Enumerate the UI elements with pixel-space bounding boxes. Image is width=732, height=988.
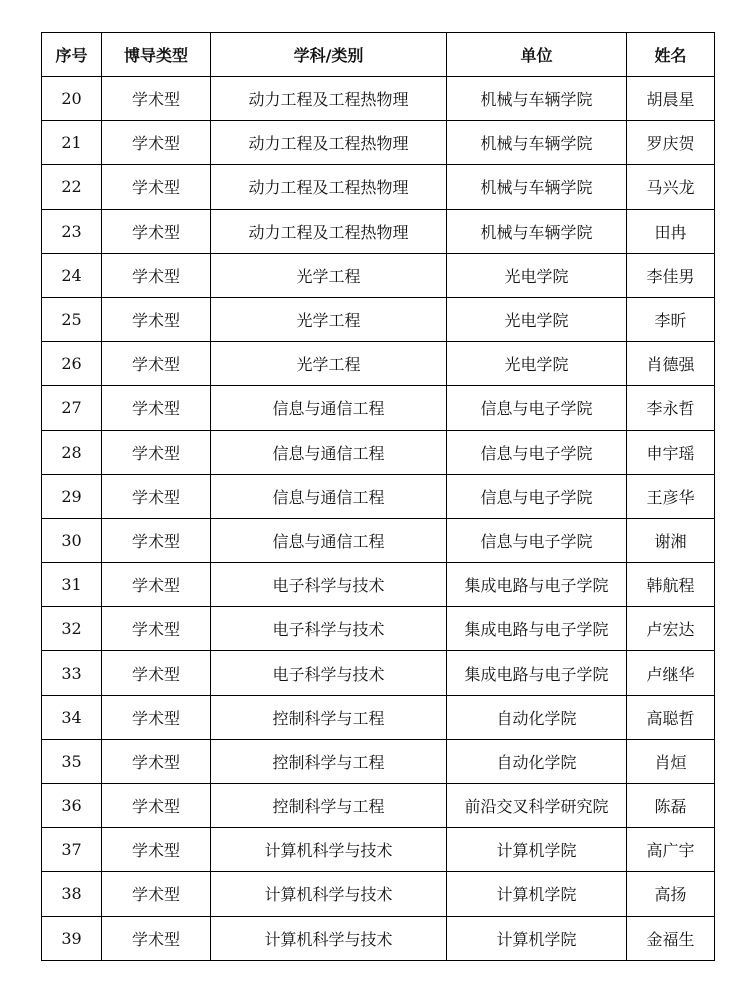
- cell-name: 高扬: [627, 872, 715, 916]
- table-row: [42, 77, 715, 121]
- cell-index: 27: [42, 386, 102, 430]
- cell-index: 25: [42, 297, 102, 341]
- cell-advisor-type: 学术型: [102, 518, 211, 562]
- cell-index: 38: [42, 872, 102, 916]
- cell-index: 31: [42, 563, 102, 607]
- cell-discipline: 计算机科学与技术: [211, 872, 447, 916]
- cell-unit: 前沿交叉科学研究院: [447, 784, 627, 828]
- table-row: [42, 784, 715, 828]
- cell-name: 卢继华: [627, 651, 715, 695]
- table-row: [42, 430, 715, 474]
- cell-unit: 集成电路与电子学院: [447, 563, 627, 607]
- cell-index: 26: [42, 342, 102, 386]
- cell-unit: 信息与电子学院: [447, 518, 627, 562]
- cell-unit: 机械与车辆学院: [447, 121, 627, 165]
- cell-advisor-type: 学术型: [102, 695, 211, 739]
- cell-name: 肖德强: [627, 342, 715, 386]
- cell-index: 30: [42, 518, 102, 562]
- cell-discipline: 计算机科学与技术: [211, 828, 447, 872]
- cell-name: 金福生: [627, 916, 715, 960]
- cell-advisor-type: 学术型: [102, 253, 211, 297]
- cell-discipline: 计算机科学与技术: [211, 916, 447, 960]
- cell-index: 37: [42, 828, 102, 872]
- header-row: [42, 33, 715, 77]
- cell-unit: 自动化学院: [447, 739, 627, 783]
- cell-index: 34: [42, 695, 102, 739]
- cell-index: 28: [42, 430, 102, 474]
- table-row: [42, 209, 715, 253]
- cell-advisor-type: 学术型: [102, 342, 211, 386]
- cell-name: 卢宏达: [627, 607, 715, 651]
- cell-discipline: 电子科学与技术: [211, 563, 447, 607]
- cell-unit: 自动化学院: [447, 695, 627, 739]
- cell-discipline: 光学工程: [211, 342, 447, 386]
- cell-discipline: 控制科学与工程: [211, 695, 447, 739]
- cell-discipline: 信息与通信工程: [211, 430, 447, 474]
- table-row: [42, 828, 715, 872]
- table-row: [42, 253, 715, 297]
- cell-advisor-type: 学术型: [102, 739, 211, 783]
- table-row: [42, 872, 715, 916]
- advisor-table: [41, 32, 715, 961]
- cell-unit: 计算机学院: [447, 916, 627, 960]
- cell-index: 22: [42, 165, 102, 209]
- table-row: [42, 651, 715, 695]
- cell-advisor-type: 学术型: [102, 784, 211, 828]
- cell-advisor-type: 学术型: [102, 121, 211, 165]
- header-advisor-type: 博导类型: [102, 33, 211, 77]
- cell-advisor-type: 学术型: [102, 165, 211, 209]
- header-unit: 单位: [447, 33, 627, 77]
- cell-unit: 计算机学院: [447, 872, 627, 916]
- cell-index: 33: [42, 651, 102, 695]
- cell-index: 32: [42, 607, 102, 651]
- cell-advisor-type: 学术型: [102, 297, 211, 341]
- cell-name: 田冉: [627, 209, 715, 253]
- cell-unit: 机械与车辆学院: [447, 209, 627, 253]
- cell-name: 高聪哲: [627, 695, 715, 739]
- cell-discipline: 动力工程及工程热物理: [211, 209, 447, 253]
- cell-discipline: 电子科学与技术: [211, 607, 447, 651]
- cell-discipline: 光学工程: [211, 253, 447, 297]
- cell-name: 陈磊: [627, 784, 715, 828]
- cell-advisor-type: 学术型: [102, 651, 211, 695]
- cell-advisor-type: 学术型: [102, 607, 211, 651]
- cell-unit: 信息与电子学院: [447, 430, 627, 474]
- cell-index: 21: [42, 121, 102, 165]
- header-name: 姓名: [627, 33, 715, 77]
- cell-unit: 机械与车辆学院: [447, 77, 627, 121]
- table-row: [42, 297, 715, 341]
- table-row: [42, 165, 715, 209]
- cell-advisor-type: 学术型: [102, 77, 211, 121]
- cell-advisor-type: 学术型: [102, 386, 211, 430]
- table-row: [42, 474, 715, 518]
- cell-name: 李佳男: [627, 253, 715, 297]
- cell-advisor-type: 学术型: [102, 828, 211, 872]
- table-row: [42, 695, 715, 739]
- cell-discipline: 光学工程: [211, 297, 447, 341]
- table-row: [42, 386, 715, 430]
- cell-advisor-type: 学术型: [102, 209, 211, 253]
- cell-unit: 计算机学院: [447, 828, 627, 872]
- cell-index: 24: [42, 253, 102, 297]
- table-row: [42, 518, 715, 562]
- cell-name: 王彦华: [627, 474, 715, 518]
- cell-advisor-type: 学术型: [102, 916, 211, 960]
- cell-discipline: 控制科学与工程: [211, 784, 447, 828]
- cell-name: 高广宇: [627, 828, 715, 872]
- cell-name: 谢湘: [627, 518, 715, 562]
- cell-index: 36: [42, 784, 102, 828]
- table-row: [42, 121, 715, 165]
- cell-name: 申宇瑶: [627, 430, 715, 474]
- cell-advisor-type: 学术型: [102, 430, 211, 474]
- header-discipline: 学科/类别: [211, 33, 447, 77]
- table-row: [42, 916, 715, 960]
- cell-index: 20: [42, 77, 102, 121]
- table-row: [42, 739, 715, 783]
- cell-unit: 光电学院: [447, 297, 627, 341]
- cell-unit: 集成电路与电子学院: [447, 651, 627, 695]
- cell-name: 肖烜: [627, 739, 715, 783]
- cell-name: 李昕: [627, 297, 715, 341]
- cell-discipline: 动力工程及工程热物理: [211, 121, 447, 165]
- table-row: [42, 342, 715, 386]
- cell-discipline: 动力工程及工程热物理: [211, 165, 447, 209]
- cell-name: 韩航程: [627, 563, 715, 607]
- cell-index: 35: [42, 739, 102, 783]
- cell-advisor-type: 学术型: [102, 474, 211, 518]
- cell-index: 23: [42, 209, 102, 253]
- cell-unit: 信息与电子学院: [447, 474, 627, 518]
- cell-unit: 集成电路与电子学院: [447, 607, 627, 651]
- cell-unit: 光电学院: [447, 342, 627, 386]
- cell-discipline: 控制科学与工程: [211, 739, 447, 783]
- cell-index: 39: [42, 916, 102, 960]
- cell-discipline: 信息与通信工程: [211, 518, 447, 562]
- cell-advisor-type: 学术型: [102, 563, 211, 607]
- cell-name: 马兴龙: [627, 165, 715, 209]
- cell-name: 罗庆贺: [627, 121, 715, 165]
- cell-name: 李永哲: [627, 386, 715, 430]
- cell-discipline: 信息与通信工程: [211, 386, 447, 430]
- cell-name: 胡晨星: [627, 77, 715, 121]
- cell-unit: 机械与车辆学院: [447, 165, 627, 209]
- cell-discipline: 电子科学与技术: [211, 651, 447, 695]
- cell-unit: 光电学院: [447, 253, 627, 297]
- cell-discipline: 动力工程及工程热物理: [211, 77, 447, 121]
- cell-index: 29: [42, 474, 102, 518]
- cell-advisor-type: 学术型: [102, 872, 211, 916]
- table-row: [42, 607, 715, 651]
- header-index: 序号: [42, 33, 102, 77]
- cell-unit: 信息与电子学院: [447, 386, 627, 430]
- table-body: [42, 77, 715, 961]
- cell-discipline: 信息与通信工程: [211, 474, 447, 518]
- table-row: [42, 563, 715, 607]
